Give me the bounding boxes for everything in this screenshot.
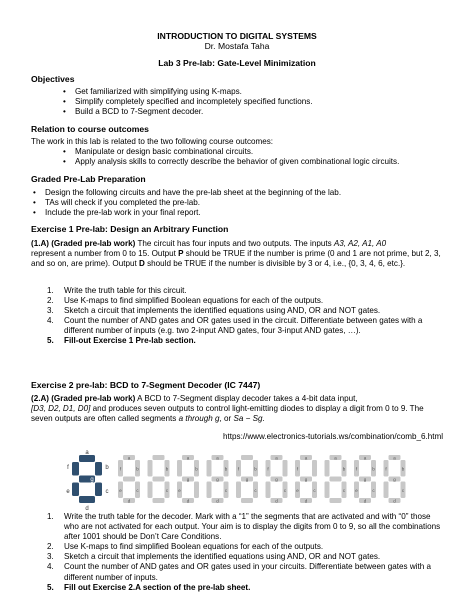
digit-6-label-c: c [313, 487, 316, 493]
objectives-list [61, 87, 313, 118]
list-item: 1. Write the truth table for this circuit. [47, 286, 187, 295]
list-item: 2. Use K-maps to find simplified Boolean equations for each of the outputs. [47, 542, 324, 552]
relation-intro: The work in this lab is related to the two following course outcomes: [31, 137, 274, 146]
digit-0-label-e: e [119, 487, 122, 493]
digit-9-label-f: f [385, 466, 387, 472]
list-item: • Design the following circuits and have the pre-lab sheet at the beginning of the lab. [31, 188, 341, 198]
segment-label-a: a [85, 450, 89, 456]
digit-5-segment-e [266, 482, 271, 499]
objectives-heading: Objectives [31, 74, 75, 84]
graded-list [31, 188, 341, 219]
digit-4-label-c: c [254, 487, 257, 493]
doc-author: Dr. Mostafa Taha [204, 41, 270, 51]
digit-0-label-f: f [119, 466, 122, 472]
digit-9-label-b: b [401, 466, 405, 472]
digit-9-segment-e [384, 482, 389, 499]
digit-6-segment-b [312, 460, 317, 477]
digit-7-label-a: a [334, 455, 337, 461]
list-item: 5. Fill-out Exercise 1 Pre-lab section. [47, 336, 196, 346]
segment-label-c: c [105, 489, 109, 495]
segment-label-b: b [105, 465, 109, 471]
digit-7-segment-d [330, 498, 342, 503]
digit-8-label-d: d [363, 498, 367, 504]
list-item: • Simplify completely specified and incompletely specified functions. [61, 97, 313, 107]
exercise2-steps [47, 512, 447, 593]
digit-9-label-d: d [393, 498, 396, 504]
segment-f [72, 462, 79, 476]
digit-8-label-a: a [363, 455, 367, 461]
digit-2-segment-c [194, 482, 199, 499]
exercise2-lead: (2.A) (Graded pre-lab work) [31, 394, 136, 403]
list-item: • Build a BCD to 7-Segment decoder. [61, 107, 313, 117]
digit-8-label-g: g [363, 477, 367, 482]
digit-2-segment-f [177, 460, 182, 477]
segment-e [72, 483, 79, 497]
digit-4-segment-e [236, 482, 241, 499]
digit-2-label-d: d [186, 498, 190, 504]
digit-6-label-a: a [304, 455, 308, 461]
exercise1-inputs: A3, A2, A1, A0 [333, 239, 387, 248]
digit-3-segment-f [207, 460, 212, 477]
digit-8-label-c: c [372, 487, 375, 493]
digit-0-label-a: a [127, 455, 131, 461]
digit-5-label-c: c [283, 487, 287, 493]
list-item: • Get familiarized with simplifying using K-maps. [61, 87, 313, 97]
digit-4-label-g: g [245, 477, 249, 482]
digit-1-segment-f [148, 460, 153, 477]
digit-2-label-b: b [195, 466, 198, 472]
list-item: • Include the pre-lab work in your final report. [31, 208, 341, 218]
digit-3-label-b: b [224, 466, 228, 472]
digit-3-label-c: c [224, 487, 228, 493]
relation-heading: Relation to course outcomes [31, 124, 149, 134]
list-item: 3. Sketch a circuit that implements the identified equations using AND, OR and NOT gates. [47, 552, 381, 562]
digit-4-label-f: f [237, 466, 240, 472]
graded-heading: Graded Pre-Lab Preparation [31, 174, 146, 184]
digit-2-label-g: g [186, 477, 190, 482]
digit-9-label-g: g [393, 477, 396, 482]
segment-label-g: g [90, 477, 94, 483]
exercise2-paragraph: (2.A) (Graded pre-lab work) A BCD to 7-Segment display decoder takes a 4-bit data input, [D3, D2, D1, D0] and produces seven outputs to control light-emitting diodes to display a digit from 0 to 9. The seven outputs are often called segments a through g, or Sa − Sg. [31, 394, 424, 424]
segment-label-d: d [85, 506, 89, 512]
digit-1-segment-e [148, 482, 153, 499]
digit-7-label-b: b [342, 466, 346, 472]
digit-5-label-g: g [275, 477, 278, 482]
list-item: 4. Count the number of AND gates and OR gates used in your circuits. Differentiate between gates with a different number of inputs. [47, 562, 431, 582]
list-item: 3. Sketch a circuit that implements the identified equations using AND, OR and NOT gates. [47, 306, 381, 316]
list-item: • TAs will check if you completed the pre-lab. [31, 198, 341, 208]
exercise2-inputs: [D3, D2, D1, D0] [31, 404, 91, 414]
digit-9-label-c: c [401, 487, 405, 493]
segment-a [79, 455, 95, 462]
digit-6-label-e: e [296, 487, 299, 493]
segment-label-f: f [67, 465, 69, 471]
digit-4-label-b: b [254, 466, 257, 472]
digit-1-segment-a [153, 455, 165, 460]
digit-1-segment-g [153, 477, 165, 482]
list-item: • Apply analysis skills to correctly describe the behavior of given combinational logic circuits. [61, 157, 399, 167]
digit-8-label-e: e [355, 487, 358, 493]
exercise1-paragraph: (1.A) (Graded pre-lab work) The circuit has four inputs and two outputs. The inputs A3, A2, A1, A0 represent a number from 0 to 15. Output P should be TRUE if the number is prime (0 and 1 are not prime, but 2, 3, and so on, are prime). Output D should be TRUE if the number is divisible by 3 or 4, i.e., {0, 3, 4, 6, etc.}. [31, 239, 441, 269]
digit-8-label-b: b [372, 466, 375, 472]
digit-5-label-a: a [275, 455, 278, 461]
digit-0-label-c: c [136, 487, 139, 493]
digit-3-label-d: d [216, 498, 219, 504]
exercise1-lead: (1.A) (Graded pre-lab work) [31, 239, 136, 248]
digit-4-segment-d [241, 498, 253, 503]
list-item: 5. Fill out Exercise 2.A section of the pre-lab sheet. [47, 582, 251, 592]
segment-label-e: e [66, 489, 70, 495]
digit-3-segment-e [207, 482, 212, 499]
digit-6-label-f: f [296, 466, 299, 472]
exercise1-heading: Exercise 1 Pre-lab: Design an Arbitrary Function [31, 224, 229, 234]
digit-1-label-c: c [165, 487, 169, 493]
digit-3-label-a: a [216, 455, 219, 461]
exercise1-steps [47, 286, 447, 347]
digit-0-segment-g [123, 477, 135, 482]
digit-0-label-d: d [127, 498, 131, 504]
list-item: 1. Write the truth table for the decoder. Mark with a “1” the segments that are activated and with “0” those who are not activated for each output. Your aim is to display the digits from 0 to 9, so all the combinations after 1001 should be Don’t Care Conditions. [47, 512, 441, 542]
exercise2-heading: Exercise 2 pre-lab: BCD to 7-Segment Decoder (IC 7447) [31, 380, 261, 390]
doc-title: INTRODUCTION TO DIGITAL SYSTEMS [157, 31, 317, 41]
digit-5-label-f: f [267, 466, 269, 472]
segment-b [95, 462, 102, 476]
source-url: https://www.electronics-tutorials.ws/combination/comb_6.html [223, 432, 443, 441]
digit-2-label-e: e [178, 487, 181, 493]
segment-d [79, 496, 95, 503]
digit-6-label-d: d [304, 498, 308, 504]
list-item: • Manipulate or design basic combinational circuits. [61, 147, 399, 157]
digit-1-label-b: b [165, 466, 169, 472]
digit-8-label-f: f [355, 466, 358, 472]
digit-3-label-g: g [216, 477, 219, 482]
seven-segment-figure [66, 450, 416, 512]
digit-6-label-g: g [304, 477, 308, 482]
relation-list [61, 147, 399, 167]
digit-5-segment-b [283, 460, 288, 477]
digit-2-label-a: a [186, 455, 190, 461]
digit-1-segment-d [153, 498, 165, 503]
list-item: 2. Use K-maps to find simplified Boolean equations for each of the outputs. [47, 296, 324, 306]
digit-0-label-b: b [136, 466, 139, 472]
digit-7-label-c: c [342, 487, 346, 493]
lab-title: Lab 3 Pre-lab: Gate-Level Minimization [158, 58, 316, 68]
digit-5-label-d: d [275, 498, 278, 504]
digit-4-segment-a [241, 455, 253, 460]
segment-c [95, 483, 102, 497]
digit-7-segment-g [330, 477, 342, 482]
digit-7-segment-e [325, 482, 330, 499]
digit-7-segment-f [325, 460, 330, 477]
list-item: 4. Count the number of AND gates and OR gates used in the circuit. Differentiate between gates with a different number of inputs (e.g. two 2-input AND gates, four 3-input AND gates, …). [47, 316, 423, 336]
digit-9-label-a: a [393, 455, 396, 461]
